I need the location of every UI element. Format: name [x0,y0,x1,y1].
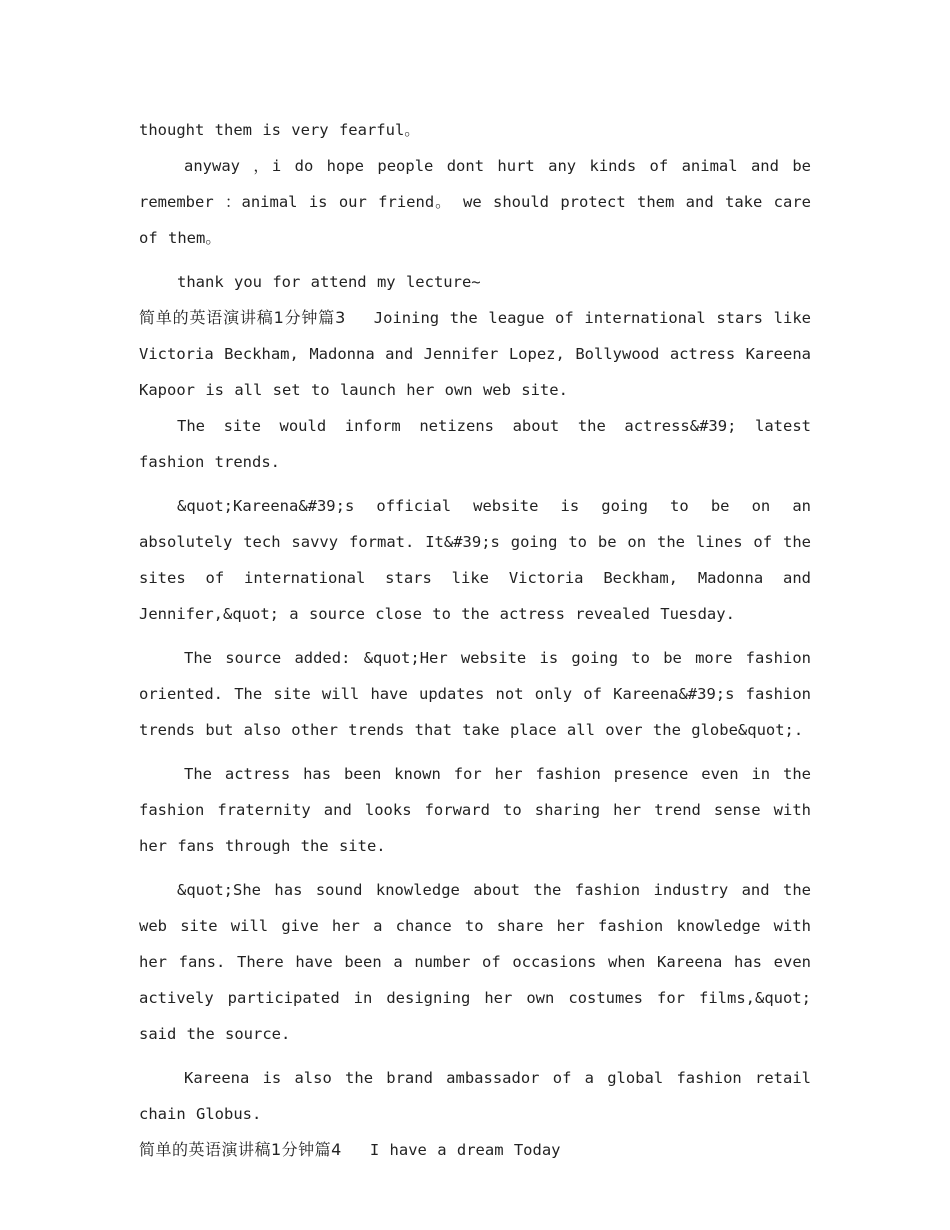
paragraph-official-website: &quot;Kareena&#39;s official website is going to be on an absolutely tech savvy format. It&#39;s going to be on the lines of the sites of international stars like Victoria Beckham, Madonna and Jennifer,&quot; a source close to the actress revealed Tuesday. [139,497,811,623]
paragraph-fashion-presence: The actress has been known for her fashion presence even in the fashion fraternity and looks forward to sharing her trend sense with her fans through the site. [139,765,811,855]
paragraph-source-added: The source added: &quot;Her website is going to be more fashion oriented. The site will have updates not only of Kareena&#39;s fashion trends but also other trends that take place all over the globe&quot;. [139,649,811,739]
paragraph-animal-protect: anyway ，i do hope people dont hurt any kinds of animal and be remember ：animal is our friend。 we should protect them and take care of them。 [139,157,811,247]
section-4-heading: 简单的英语演讲稿1分钟篇4 [139,1140,342,1159]
paragraph-site-inform: The site would inform netizens about the actress&#39; latest fashion trends. [139,417,811,471]
section-3 [139,300,811,408]
section-4-lead: I have a dream Today [369,1141,561,1159]
paragraph-animal-fearful: thought them is very fearful。 [139,121,420,139]
paragraph-thank-you: thank you for attend my lecture~ [177,273,481,291]
document-body [139,112,811,1168]
paragraph-sound-knowledge: &quot;She has sound knowledge about the fashion industry and the web site will give her a chance to share her fashion knowledge with her fans. There have been a number of occasions when Kareena has even actively participated in designing her own costumes for films,&quot; said the source. [139,881,811,1043]
section-3-lead: Joining the league of international stars like Victoria Beckham, Madonna and Jennifer Lopez, Bollywood actress Kareena Kapoor is all set to launch her own web site. [139,309,811,399]
section-4 [139,1132,811,1168]
section-3-heading: 简单的英语演讲稿1分钟篇3 [139,308,346,327]
paragraph-brand-ambassador: Kareena is also the brand ambassador of a global fashion retail chain Globus. [139,1069,811,1123]
